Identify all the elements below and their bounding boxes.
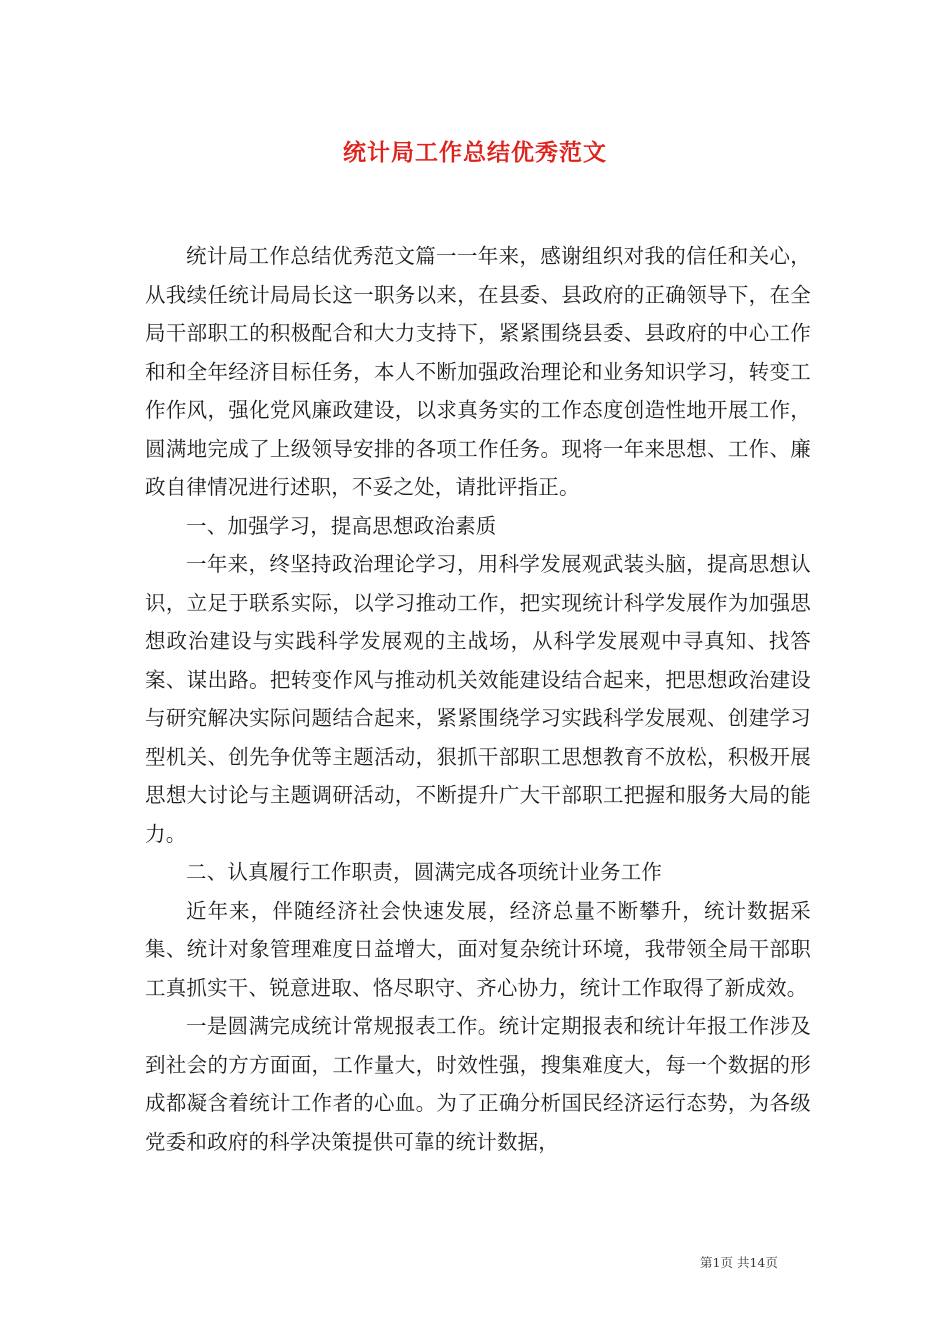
paragraph-recent-years: 近年来，伴随经济社会快速发展，经济总量不断攀升，统计数据采集、统计对象管理难度日益增大，面对复杂统计环境，我带领全局干部职工真抓实干、锐意进取、恪尽职守、齐心协力，统计工作取得了新成效。 bbox=[145, 898, 811, 1000]
footer-current-page: 1 bbox=[712, 1255, 721, 1270]
footer-total-pages: 14 bbox=[749, 1255, 766, 1270]
footer-suffix: 页 bbox=[765, 1255, 778, 1270]
page-footer bbox=[700, 1253, 778, 1271]
section-heading-2: 二、认真履行工作职责，圆满完成各项统计业务工作 bbox=[186, 860, 663, 884]
footer-prefix: 第 bbox=[700, 1255, 713, 1270]
paragraph-routine-reports: 一是圆满完成统计常规报表工作。统计定期报表和统计年报工作涉及到社会的方方面面，工作量大，时效性强，搜集难度大，每一个数据的形成都凝含着统计工作者的心血。为了正确分析国民经济运行态势，为各级党委和政府的科学决策提供可靠的统计数据， bbox=[145, 1014, 811, 1154]
paragraph-study: 一年来，终坚持政治理论学习，用科学发展观武装头脑，提高思想认识，立足于联系实际，以学习推动工作，把实现统计科学发展作为加强思想政治建设与实践科学发展观的主战场，从科学发展观中寻真知、找答案、谋出路。把转变作风与推动机关效能建设结合起来，把思想政治建设与研究解决实际问题结合起来，紧紧围绕学习实践科学发展观、创建学习型机关、创先争优等主题活动，狠抓干部职工思想教育不放松，积极开展思想大讨论与主题调研活动，不断提升广大干部职工把握和服务大局的能力。 bbox=[145, 552, 811, 846]
section-heading-1: 一、加强学习，提高思想政治素质 bbox=[186, 513, 497, 538]
footer-middle: 页 共 bbox=[720, 1255, 750, 1270]
paragraph-intro: 统计局工作总结优秀范文篇一一年来，感谢组织对我的信任和关心，从我续任统计局局长这一职务以来，在县委、县政府的正确领导下，在全局干部职工的积极配合和大力支持下，紧紧围绕县委、县政府的中心工作和和全年经济目标任务，本人不断加强政治理论和业务知识学习，转变工作作风，强化党风廉政建设，以求真务实的工作态度创造性地开展工作，圆满地完成了上级领导安排的各项工作任务。现将一年来思想、工作、廉政自律情况进行述职，不妥之处，请批评指正。 bbox=[145, 244, 811, 499]
document-body bbox=[145, 237, 811, 1161]
page-title: 统计局工作总结优秀范文 bbox=[343, 139, 607, 166]
